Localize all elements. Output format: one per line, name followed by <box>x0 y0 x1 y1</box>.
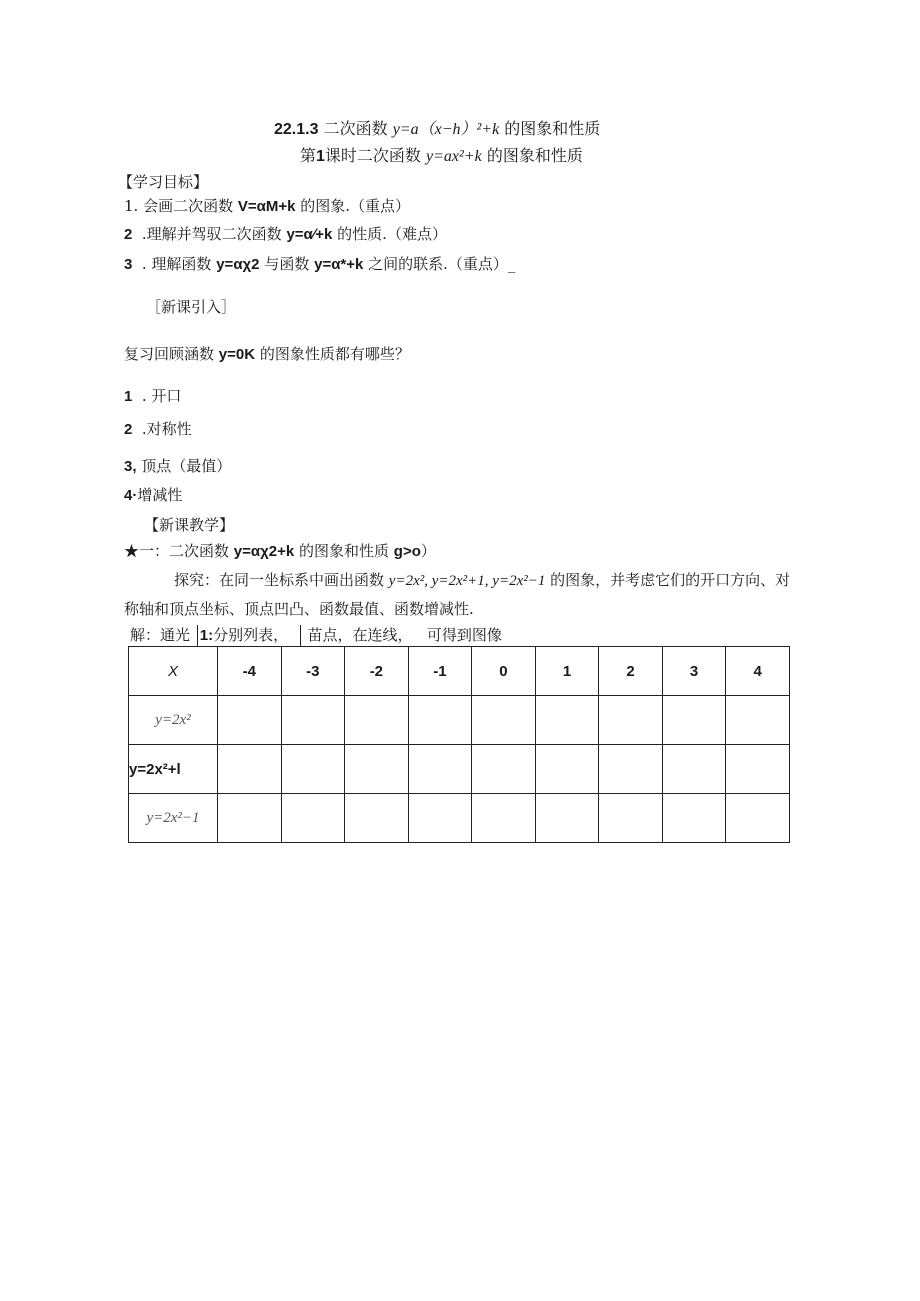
section-title <box>124 540 436 561</box>
review-item-1 <box>124 385 181 406</box>
empty-cell[interactable] <box>662 794 726 843</box>
solution-text-end: 可得到图像 <box>426 626 502 644</box>
section-title-condition: g>o <box>393 543 421 560</box>
section-title-formula: y=αχ2+k <box>233 543 295 560</box>
review-question-text-end: 的图象性质都有哪些？ <box>259 345 410 363</box>
empty-cell[interactable] <box>408 696 472 745</box>
objective-3 <box>124 253 515 274</box>
empty-cell[interactable] <box>218 696 282 745</box>
empty-cell[interactable] <box>472 794 536 843</box>
explore-text: 探究：在同一坐标系中画出函数 <box>174 571 385 589</box>
objective-1-text-end: 的图象.（重点） <box>300 197 411 215</box>
explore-paragraph <box>124 566 800 623</box>
objective-2-formula: y=α∕+k <box>286 226 333 243</box>
subtitle-formula: y=ax²+k <box>426 148 482 165</box>
table-row <box>129 696 790 745</box>
objective-3-number: 3 <box>124 256 133 273</box>
x-value-cell: 3 <box>662 647 726 696</box>
review-item-4 <box>124 484 182 505</box>
x-value-cell: -1 <box>408 647 472 696</box>
row-label: y=2x²+l <box>129 745 218 794</box>
review-item-text: 顶点（最值） <box>141 457 232 475</box>
explore-text-end: 的图象，并考虑它们的开口方向、对称轴和顶点坐标、顶点凹凸、函数最值、函数增减性. <box>124 571 791 618</box>
review-item-2 <box>124 418 192 439</box>
empty-cell[interactable] <box>726 696 790 745</box>
solution-text-mid: 分别列表， <box>213 626 289 644</box>
objective-1-formula: V=αM+k <box>237 198 296 215</box>
objective-3-text: . 理解函数 <box>141 255 212 273</box>
review-question-text: 复习回顾涵数 <box>124 345 215 363</box>
subtitle-text-end: 的图象和性质 <box>486 146 583 165</box>
empty-cell[interactable] <box>599 696 663 745</box>
review-question <box>124 343 410 364</box>
subtitle-number: 1 <box>316 148 325 165</box>
title-number: 22.1.3 <box>274 121 319 138</box>
value-table <box>128 646 790 843</box>
review-question-formula: y=0K <box>218 346 256 363</box>
solution-text: 解：通光 <box>130 626 191 644</box>
title-text: 二次函数 <box>323 119 388 138</box>
solution-line <box>130 624 502 647</box>
intro-heading: ［新课引入］ <box>146 298 237 316</box>
teaching-heading: 【新课教学】 <box>144 516 235 534</box>
review-item-number: 1 <box>124 388 133 405</box>
objectives-heading: 【学习目标】 <box>118 173 209 191</box>
table-row <box>129 794 790 843</box>
objective-3-formula-1: y=αχ2 <box>216 256 260 273</box>
x-header-cell: X <box>129 647 218 696</box>
empty-cell[interactable] <box>599 794 663 843</box>
empty-cell[interactable] <box>535 696 599 745</box>
review-item-text: 增减性 <box>137 486 183 504</box>
solution-number: 1: <box>199 627 214 644</box>
objective-1 <box>124 195 410 216</box>
empty-cell[interactable] <box>662 696 726 745</box>
title-formula: y=a（x−h）²+k <box>392 121 500 138</box>
review-item-number: 3, <box>124 458 137 475</box>
page-subtitle <box>300 143 583 166</box>
divider <box>300 625 301 647</box>
page-title <box>274 116 600 139</box>
row-label: y=2x²−1 <box>129 794 218 843</box>
review-item-3 <box>124 455 231 476</box>
empty-cell[interactable] <box>281 794 345 843</box>
empty-cell[interactable] <box>281 745 345 794</box>
section-title-text: ★一：二次函数 <box>124 542 230 560</box>
empty-cell[interactable] <box>472 696 536 745</box>
x-value-cell: 0 <box>472 647 536 696</box>
subtitle-text: 第 <box>300 146 317 165</box>
objective-2-text-end: 的性质.（难点） <box>337 225 447 243</box>
objective-1-text: 1. 会画二次函数 <box>124 197 234 215</box>
empty-cell[interactable] <box>472 745 536 794</box>
explore-formula: y=2x², y=2x²+1, y=2x²−1 <box>388 573 546 589</box>
empty-cell[interactable] <box>726 794 790 843</box>
empty-cell[interactable] <box>408 745 472 794</box>
x-value-cell: 1 <box>535 647 599 696</box>
section-title-text-mid: 的图象和性质 <box>298 542 389 560</box>
empty-cell[interactable] <box>281 696 345 745</box>
empty-cell[interactable] <box>535 794 599 843</box>
x-value-cell: 2 <box>599 647 663 696</box>
divider <box>197 625 198 647</box>
x-value-cell: -2 <box>345 647 409 696</box>
row-label: y=2x² <box>129 696 218 745</box>
objective-3-text-mid: 与函数 <box>264 255 310 273</box>
table-header-row <box>129 647 790 696</box>
empty-cell[interactable] <box>218 794 282 843</box>
x-value-cell: -3 <box>281 647 345 696</box>
x-value-cell: -4 <box>218 647 282 696</box>
objective-3-formula-2: y=α*+k <box>314 256 364 273</box>
review-item-number: 2 <box>124 421 133 438</box>
title-text-end: 的图象和性质 <box>504 119 601 138</box>
empty-cell[interactable] <box>662 745 726 794</box>
objective-2-number: 2 <box>124 226 133 243</box>
review-item-number: 4· <box>124 487 138 504</box>
subtitle-text-mid: 课时二次函数 <box>324 146 421 165</box>
objective-2-text: .理解并驾驭二次函数 <box>141 225 282 243</box>
empty-cell[interactable] <box>345 745 409 794</box>
empty-cell[interactable] <box>345 794 409 843</box>
empty-cell[interactable] <box>408 794 472 843</box>
objective-2 <box>124 223 447 244</box>
section-title-text-end: ） <box>420 542 436 560</box>
table-row <box>129 745 790 794</box>
solution-text-mid-2: 苗点，在连线， <box>307 626 413 644</box>
x-value-cell: 4 <box>726 647 790 696</box>
empty-cell[interactable] <box>345 696 409 745</box>
empty-cell[interactable] <box>218 745 282 794</box>
review-item-text: . 开口 <box>141 387 182 405</box>
objective-3-text-end: 之间的联系.（重点）_ <box>368 255 516 273</box>
empty-cell[interactable] <box>535 745 599 794</box>
empty-cell[interactable] <box>726 745 790 794</box>
review-item-text: .对称性 <box>141 420 192 438</box>
empty-cell[interactable] <box>599 745 663 794</box>
